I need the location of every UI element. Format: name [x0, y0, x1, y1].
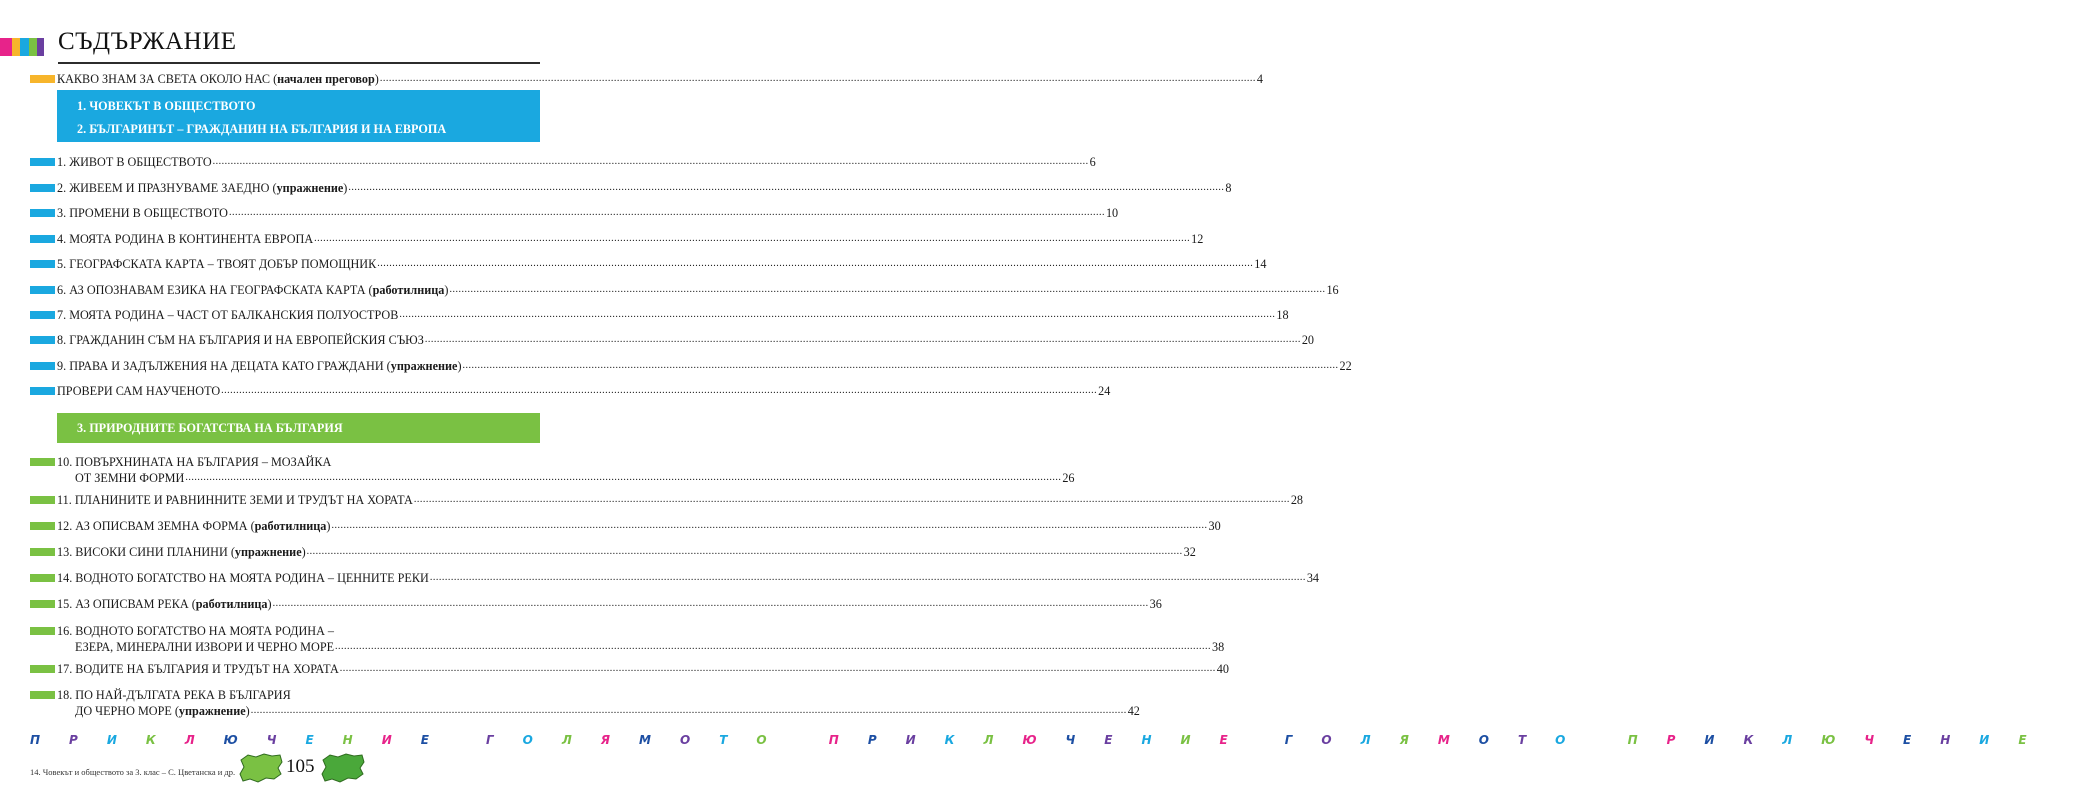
leader-dots: [221, 384, 1097, 398]
toc-entry-text: 13. ВИСОКИ СИНИ ПЛАНИНИ (упражнение): [57, 545, 306, 559]
entry-marker: [30, 184, 55, 192]
toc-page-number: 34: [1306, 571, 1319, 585]
entry-marker: [30, 665, 55, 673]
toc-entry-text: 5. ГЕОГРАФСКАТА КАРТА – ТВОЯТ ДОБЪР ПОМОЩНИК: [57, 257, 377, 271]
banner-word: Г О Л Я М О Т О П Р И К Л Ю Ч Е Н И Е: [1284, 733, 2028, 747]
leader-dots: [314, 232, 1190, 246]
leader-dots: [307, 545, 1183, 559]
section-band-3: [57, 413, 540, 443]
leader-dots: [348, 181, 1224, 195]
page-title: СЪДЪРЖАНИЕ: [58, 28, 237, 55]
toc-entry-text-continued: ДО ЧЕРНО МОРЕ (упражнение): [75, 704, 250, 718]
entry-marker: [30, 336, 55, 344]
leader-dots: [340, 662, 1216, 676]
toc-entry-text: 11. ПЛАНИНИТЕ И РАВНИННИТЕ ЗЕМИ И ТРУДЪТ НА ХОРАТА: [57, 493, 413, 507]
toc-entry-text: 3. ПРОМЕНИ В ОБЩЕСТВОТО: [57, 206, 228, 220]
toc-page-number: 10: [1105, 206, 1119, 220]
toc-page-number: 28: [1290, 493, 1303, 507]
toc-entry-text: 4. МОЯТА РОДИНА В КОНТИНЕНТА ЕВРОПА: [57, 232, 314, 246]
toc-page-number: 24: [1098, 384, 1111, 398]
entry-marker: [30, 600, 55, 608]
toc-entry-text: 8. ГРАЖДАНИН СЪМ НА БЪЛГАРИЯ И НА ЕВРОПЕЙСКИЯ СЪЮЗ: [57, 333, 424, 347]
toc-entry-text: 16. ВОДНОТО БОГАТСТВО НА МОЯТА РОДИНА –: [57, 624, 335, 638]
entry-marker: [30, 458, 55, 466]
toc-page-number: 16: [1326, 283, 1339, 297]
toc-entry[interactable]: [30, 257, 1267, 273]
leader-dots: [273, 597, 1149, 611]
title-divider: [58, 62, 540, 64]
toc-entry[interactable]: [30, 384, 1111, 400]
leader-dots: [331, 519, 1207, 533]
toc-entry-text: КАКВО ЗНАМ ЗА СВЕТА ОКОЛО НАС (начален преговор): [57, 72, 379, 86]
toc-entry[interactable]: [30, 308, 1289, 324]
toc-entry[interactable]: [30, 545, 1196, 561]
toc-entry-text-continued: ЕЗЕРА, МИНЕРАЛНИ ИЗВОРИ И ЧЕРНО МОРЕ: [75, 640, 335, 654]
toc-page-number: 18: [1276, 308, 1289, 322]
entry-marker: [30, 496, 55, 504]
leader-dots: [399, 308, 1275, 322]
leader-dots: [425, 333, 1301, 347]
section-heading-3: 3. ПРИРОДНИТЕ БОГАТСТВА НА БЪЛГАРИЯ: [77, 421, 343, 435]
section-heading-1: 1. ЧОВЕКЪТ В ОБЩЕСТВОТО: [77, 99, 256, 113]
toc-entry-text: 18. ПО НАЙ-ДЪЛГАТА РЕКА В БЪЛГАРИЯ: [57, 688, 291, 702]
entry-marker: [30, 627, 55, 635]
entry-marker: [30, 691, 55, 699]
leader-dots: [185, 471, 1061, 485]
toc-entry[interactable]: [30, 232, 1204, 248]
toc-entry[interactable]: [30, 359, 1352, 375]
toc-page-number: 4: [1256, 72, 1263, 86]
leader-dots: [251, 704, 1127, 718]
toc-page-number: 14: [1254, 257, 1267, 271]
toc-entry[interactable]: [30, 662, 1229, 678]
toc-page-number: 30: [1208, 519, 1221, 533]
toc-page-number: 8: [1225, 181, 1232, 195]
footer-credit: 14. Човекът и обществото за 3. клас – С. Цветанска и др.: [30, 767, 236, 777]
toc-page-number: 12: [1191, 232, 1204, 246]
leader-dots: [449, 283, 1325, 297]
leader-dots: [335, 640, 1211, 654]
toc-entry[interactable]: [30, 519, 1221, 535]
toc-entry[interactable]: [30, 333, 1314, 349]
entry-marker: [30, 311, 55, 319]
orange-marker: [30, 75, 55, 83]
toc-page-number: 42: [1127, 704, 1140, 718]
entry-marker: [30, 548, 55, 556]
section-band-1: [57, 90, 540, 142]
toc-page-number: 32: [1183, 545, 1196, 559]
entry-marker: [30, 362, 55, 370]
toc-entry-text: 6. АЗ ОПОЗНАВАМ ЕЗИКА НА ГЕОГРАФСКАТА КАРТА (работилница): [57, 283, 449, 297]
leader-dots: [213, 155, 1089, 169]
toc-page-number: 6: [1089, 155, 1096, 169]
leader-dots: [380, 72, 1256, 86]
entry-marker: [30, 209, 55, 217]
toc-entry-text: 15. АЗ ОПИСВАМ РЕКА (работилница): [57, 597, 272, 611]
toc-page-number: 20: [1301, 333, 1314, 347]
banner-word: П Р И К Л Ю Ч Е Н И Е: [30, 733, 430, 747]
toc-entry[interactable]: [30, 597, 1162, 613]
bulgaria-map-icon-right: [320, 752, 366, 784]
entry-marker: [30, 286, 55, 294]
toc-entry-text: 12. АЗ ОПИСВАМ ЗЕМНА ФОРМА (работилница): [57, 519, 331, 533]
toc-entry[interactable]: [30, 181, 1232, 197]
toc-entry-text-continued: ОТ ЗЕМНИ ФОРМИ: [75, 471, 185, 485]
banner-word: Г О Л Я М О Т О П Р И К Л Ю Ч Е Н И Е: [485, 733, 1229, 747]
toc-entry[interactable]: [30, 624, 1225, 654]
toc-page-number: 26: [1062, 471, 1075, 485]
entry-marker: [30, 387, 55, 395]
leader-dots: [229, 206, 1105, 220]
leader-dots: [463, 359, 1339, 373]
page-number: 105: [286, 756, 315, 777]
toc-page-number: 40: [1216, 662, 1229, 676]
toc-entry-text: 10. ПОВЪРХНИНАТА НА БЪЛГАРИЯ – МОЗАЙКА: [57, 455, 332, 469]
toc-entry-text: 9. ПРАВА И ЗАДЪЛЖЕНИЯ НА ДЕЦАТА КАТО ГРАЖДАНИ (упражнение): [57, 359, 462, 373]
leader-dots: [430, 571, 1306, 585]
toc-page-number: 22: [1339, 359, 1352, 373]
leader-dots: [414, 493, 1290, 507]
adventure-banner: [30, 733, 2028, 747]
toc-entry-text: ПРОВЕРИ САМ НАУЧЕНОТО: [57, 384, 221, 398]
toc-entry-text: 14. ВОДНОТО БОГАТСТВО НА МОЯТА РОДИНА – ЦЕННИТЕ РЕКИ: [57, 571, 429, 585]
bulgaria-map-icon: [238, 752, 284, 784]
entry-marker: [30, 158, 55, 166]
toc-entry[interactable]: [30, 206, 1119, 222]
toc-entry-intro[interactable]: [30, 72, 1263, 88]
toc-entry[interactable]: [30, 155, 1096, 171]
toc-entry-text: 17. ВОДИТЕ НА БЪЛГАРИЯ И ТРУДЪТ НА ХОРАТА: [57, 662, 339, 676]
toc-page-number: 38: [1212, 640, 1225, 654]
decorative-stripes: [0, 38, 48, 56]
entry-marker: [30, 235, 55, 243]
toc-entry[interactable]: [30, 688, 1140, 718]
toc-entry-text: 1. ЖИВОТ В ОБЩЕСТВОТО: [57, 155, 212, 169]
toc-page-number: 36: [1149, 597, 1162, 611]
entry-marker: [30, 522, 55, 530]
leader-dots: [377, 257, 1253, 271]
toc-entry-text: 2. ЖИВЕЕМ И ПРАЗНУВАМЕ ЗАЕДНО (упражнение): [57, 181, 348, 195]
entry-marker: [30, 574, 55, 582]
toc-entry[interactable]: [30, 493, 1303, 509]
toc-entry[interactable]: [30, 455, 1075, 485]
toc-entry-text: 7. МОЯТА РОДИНА – ЧАСТ ОТ БАЛКАНСКИЯ ПОЛУОСТРОВ: [57, 308, 399, 322]
entry-marker: [30, 260, 55, 268]
section-heading-2: 2. БЪЛГАРИНЪТ – ГРАЖДАНИН НА БЪЛГАРИЯ И НА ЕВРОПА: [77, 122, 447, 136]
toc-entry[interactable]: [30, 283, 1339, 299]
toc-entry[interactable]: [30, 571, 1319, 587]
